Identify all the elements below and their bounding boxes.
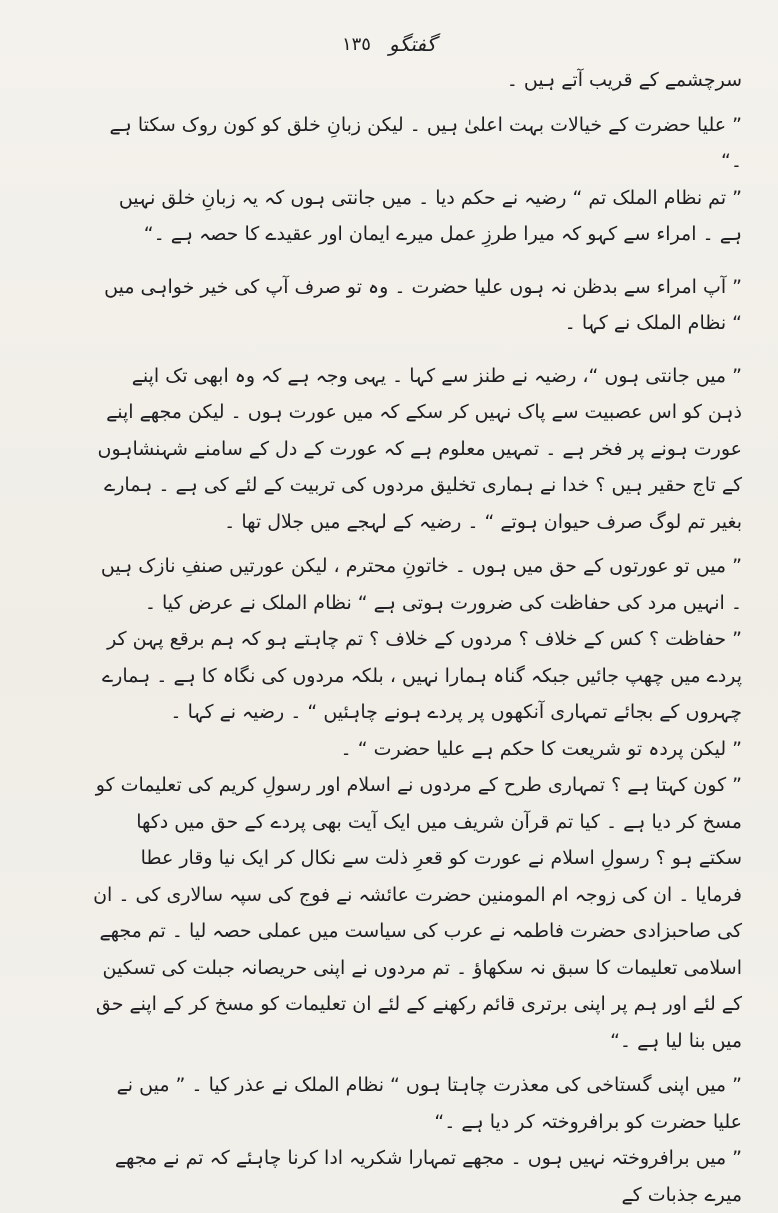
paragraph: ” آپ امراء سے بدظن نہ ہوں علیا حضرت ۔ وہ تو صرف آپ کی خیر خواہی میں “ نظام الملک نے کہا ۔	[104, 275, 742, 334]
page-header	[0, 28, 778, 60]
paragraph: ” حفاظت ؟ کس کے خلاف ؟ مردوں کے خلاف ؟ تم چاہتے ہو کہ ہم برقع پہن کر پردے میں چھپ جائیں جبکہ گناہ ہمارا نہیں ، بلکہ مردوں کی نگاہ کا ہے ۔ ہمارے چہروں کے بجائے تمہاری آنکھوں پر پردے ہونے چاہئیں “ ۔ رضیہ نے کہا ۔	[102, 628, 742, 723]
paragraph: سرچشمے کے قریب آتے ہیں ۔	[506, 69, 742, 91]
paragraph: ” لیکن پردہ تو شریعت کا حکم ہے علیا حضرت “ ۔	[340, 737, 742, 760]
paragraph: ” کون کہتا ہے ؟ تمہاری طرح کے مردوں نے اسلام اور رسولِ کریم کی تعلیمات کو مسخ کر دیا ہے ۔ کیا تم قرآن شریف میں ایک آیت بھی پردے کے حق میں دکھا سکتے ہو ؟ رسولِ اسلام نے عورت کو قعرِ ذلت سے نکال کر ایک نیا وقار عطا فرمایا ۔ ان کی زوجہ ام المومنین حضرت عائشہ نے فوج کی سپہ سالاری کی ۔ ان کی صاحبزادی حضرت فاطمہ نے عرب کی سیاست میں عملی حصہ لیا ۔ تم مجھے اسلامی تعلیمات کا سبق نہ سکھاؤ ۔ تم مردوں نے اپنی حریصانہ جبلت کی تسکین کے لئے اور ہم پر اپنی برتری قائم رکھنے کے لئے ان تعلیمات کو مسخ کر کے اپنے حق میں بنا لیا ہے ۔“	[93, 774, 742, 1052]
body-text	[92, 62, 742, 1206]
page-number: ١٣٥	[341, 33, 371, 55]
paragraph: ” میں تو عورتوں کے حق میں ہوں ۔ خاتونِ محترم ، لیکن عورتیں صنفِ نازک ہیں ۔ انہیں مرد کی حفاظت کی ضرورت ہوتی ہے “ نظام الملک نے عرض کیا ۔	[100, 555, 742, 614]
paragraph: ” تم نظام الملک تم “ رضیہ نے حکم دیا ۔ میں جانتی ہوں کہ یہ زبانِ خلق نہیں ہے ۔ امراء سے کہو کہ میرا طرزِ عمل میرے ایمان اور عقیدے کا حصہ ہے ۔“	[118, 186, 742, 245]
paragraph: ” میں برافروختہ نہیں ہوں ۔ مجھے تمہارا شکریہ ادا کرنا چاہئے کہ تم نے مجھے میرے جذبات کے	[114, 1147, 742, 1206]
paragraph: ” علیا حضرت کے خیالات بہت اعلیٰ ہیں ۔ لیکن زبانِ خلق کو کون روک سکتا ہے ۔“	[109, 113, 742, 172]
paragraph: ” میں اپنی گستاخی کی معذرت چاہتا ہوں “ نظام الملک نے عذر کیا ۔ ” میں نے علیا حضرت کو برافروختہ کر دیا ہے ۔“	[116, 1074, 742, 1133]
paragraph: ” میں جانتی ہوں “، رضیہ نے طنز سے کہا ۔ یہی وجہ ہے کہ وہ ابھی تک اپنے ذہن کو اس عصبیت سے پاک نہیں کر سکے کہ میں عورت ہوں ۔ لیکن مجھے اپنے عورت ہونے پر فخر ہے ۔ تمہیں معلوم ہے کہ عورت کے دل کے سامنے شہنشاہوں کے تاج حقیر ہیں ؟ خدا نے ہماری تخلیق مردوں کی تربیت کے لئے کی ہے ۔ ہمارے بغیر تم لوگ صرف حیوان ہوتے “ ۔ رضیہ کے لہجے میں جلال تھا ۔	[97, 364, 742, 533]
chapter-title: گفتگو	[388, 32, 437, 56]
